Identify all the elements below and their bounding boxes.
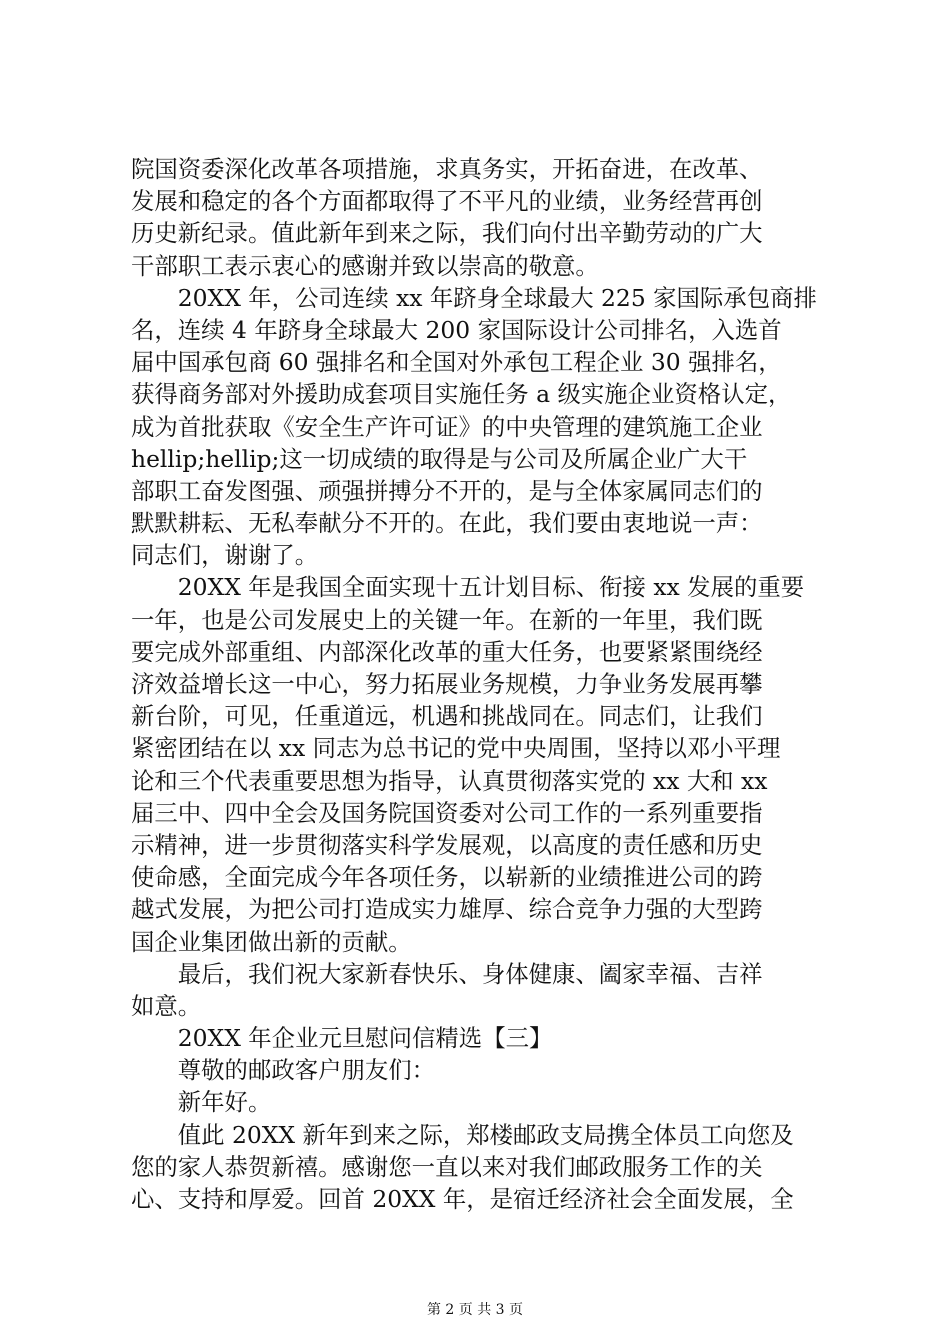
text-line: 新台阶，可见，任重道远，机遇和挑战同在。同志们，让我们 <box>131 702 763 731</box>
text-line: 20XX 年，公司连续 xx 年跻身全球最大 225 家国际承包商排 <box>131 283 817 312</box>
text-line: 名，连续 4 年跻身全球最大 200 家国际设计公司排名，入选首 <box>131 315 782 344</box>
text-line: 最后，我们祝大家新春快乐、身体健康、阖家幸福、吉祥 <box>131 959 763 988</box>
text-line: 济效益增长这一中心，努力拓展业务规模，力争业务发展再攀 <box>131 670 763 698</box>
text-line: 您的家人恭贺新禧。感谢您一直以来对我们邮政服务工作的关 <box>131 1152 763 1181</box>
text-line: 同志们，谢谢了。 <box>131 541 319 570</box>
text-line: 示精神，进一步贯彻落实科学发展观，以高度的责任感和历史 <box>131 830 763 859</box>
text-line: 部职工奋发图强、顽强拼搏分不开的，是与全体家属同志们的 <box>131 476 763 505</box>
text-line: 院国资委深化改革各项措施，求真务实，开拓奋进，在改革、 <box>131 155 763 183</box>
text-line: 新年好。 <box>131 1088 272 1117</box>
text-line: 届三中、四中全会及国务院国资委对公司工作的一系列重要指 <box>131 798 763 827</box>
text-line: 默默耕耘、无私奉献分不开的。在此，我们要由衷地说一声： <box>131 509 763 538</box>
text-line: 尊敬的邮政客户朋友们： <box>131 1056 436 1085</box>
text-line: 获得商务部对外援助成套项目实施任务 a 级实施企业资格认定， <box>131 380 792 409</box>
text-line: 成为首批获取《安全生产许可证》的中央管理的建筑施工企业 <box>131 412 763 441</box>
page-footer: 第 2 页 共 3 页 <box>426 1302 524 1318</box>
text-line: 干部职工表示衷心的感谢并致以崇高的敬意。 <box>131 251 599 280</box>
document-body <box>131 153 837 1215</box>
text-line: 越式发展，为把公司打造成实力雄厚、综合竞争力强的大型跨 <box>131 895 763 924</box>
text-line: 如意。 <box>131 991 202 1020</box>
text-line: 要完成外部重组、内部深化改革的重大任务，也要紧紧围绕经 <box>131 637 763 666</box>
text-line: 紧密团结在以 xx 同志为总书记的党中央周围，坚持以邓小平理 <box>131 734 781 763</box>
text-line: 心、支持和厚爱。回首 20XX 年，是宿迁经济社会全面发展，全 <box>131 1185 794 1213</box>
text-line: 20XX 年是我国全面实现十五计划目标、衔接 xx 发展的重要 <box>131 573 805 602</box>
text-line: 历史新纪录。值此新年到来之际，我们向付出辛勤劳动的广大 <box>131 219 763 248</box>
text-line: 发展和稳定的各个方面都取得了不平凡的业绩，业务经营再创 <box>131 187 763 216</box>
text-line: 一年，也是公司发展史上的关键一年。在新的一年里，我们既 <box>131 605 763 634</box>
text-line: hellip;hellip;这一切成绩的取得是与公司及所属企业广大干 <box>131 444 748 473</box>
text-line: 20XX 年企业元旦慰问信精选【三】 <box>131 1024 553 1053</box>
text-line: 论和三个代表重要思想为指导，认真贯彻落实党的 xx 大和 xx <box>131 766 768 795</box>
text-line: 值此 20XX 新年到来之际，郑楼邮政支局携全体员工向您及 <box>131 1120 794 1149</box>
text-line: 使命感，全面完成今年各项任务，以崭新的业绩推进公司的跨 <box>131 863 763 892</box>
text-line: 国企业集团做出新的贡献。 <box>131 927 412 956</box>
text-line: 届中国承包商 60 强排名和全国对外承包工程企业 30 强排名， <box>131 348 782 377</box>
